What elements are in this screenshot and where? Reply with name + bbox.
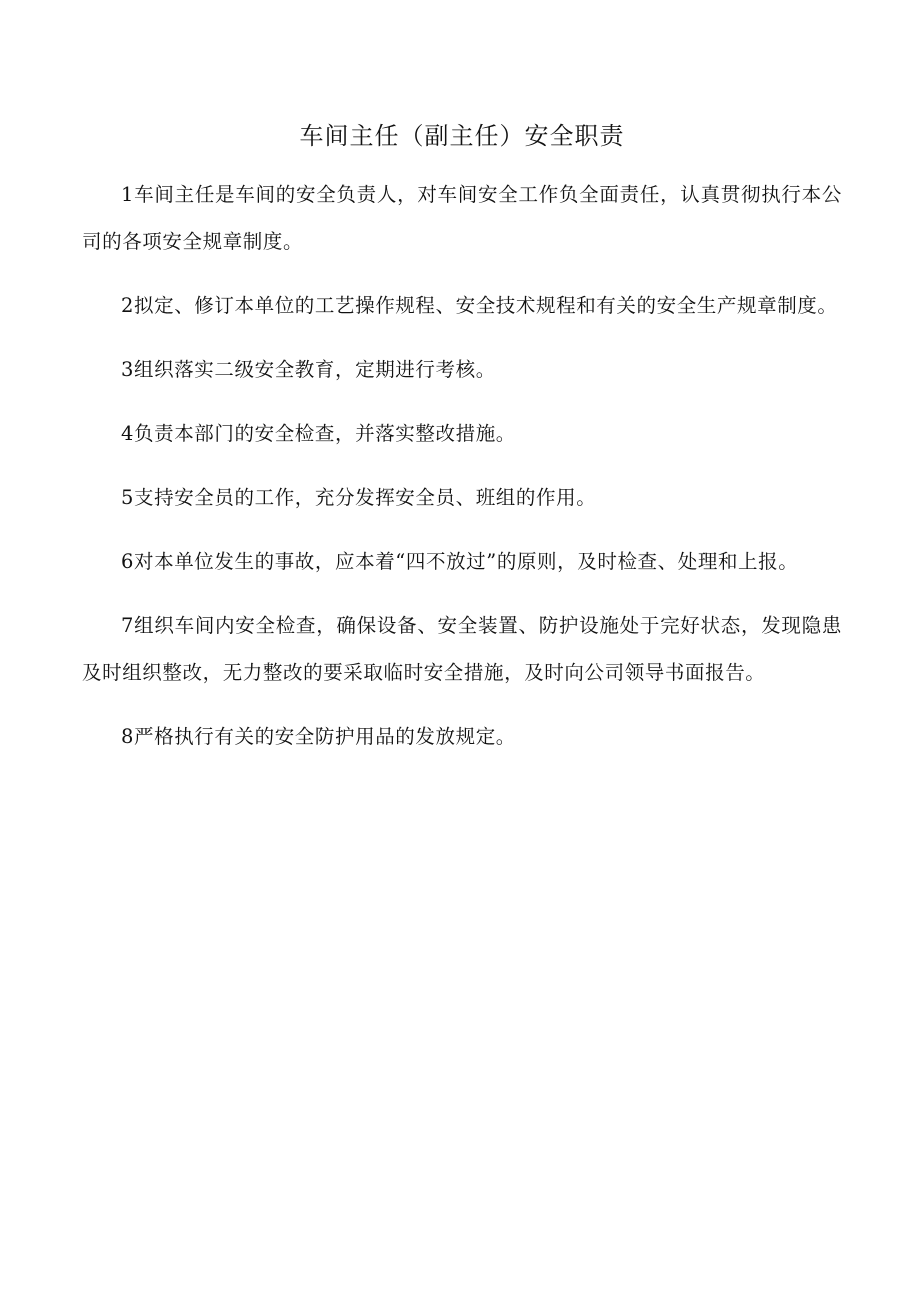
duty-paragraph-5: 5支持安全员的工作，充分发挥安全员、班组的作用。: [121, 486, 597, 509]
duty-paragraph-4: 4负责本部门的安全检查，并落实整改措施。: [121, 422, 516, 445]
duty-paragraph-3: 3组织落实二级安全教育，定期进行考核。: [121, 358, 496, 381]
document-title: 车间主任（副主任）安全职责: [299, 122, 625, 150]
duty-paragraph-2: 2拟定、修订本单位的工艺操作规程、安全技术规程和有关的安全生产规章制度。: [121, 294, 838, 317]
duty-paragraph-1: 1车间主任是车间的安全负责人，对车间安全工作负全面责任，认真贯彻执行本公司的各项安全规章制度。: [82, 183, 842, 253]
duty-paragraph-7: 7组织车间内安全检查，确保设备、安全装置、防护设施处于完好状态，发现隐患及时组织整改，无力整改的要采取临时安全措施，及时向公司领导书面报告。: [82, 614, 842, 684]
duty-paragraph-8: 8严格执行有关的安全防护用品的发放规定。: [121, 725, 516, 748]
duty-paragraph-6: 6对本单位发生的事故，应本着“四不放过”的原则，及时检查、处理和上报。: [121, 550, 799, 573]
document-body: [82, 171, 842, 777]
